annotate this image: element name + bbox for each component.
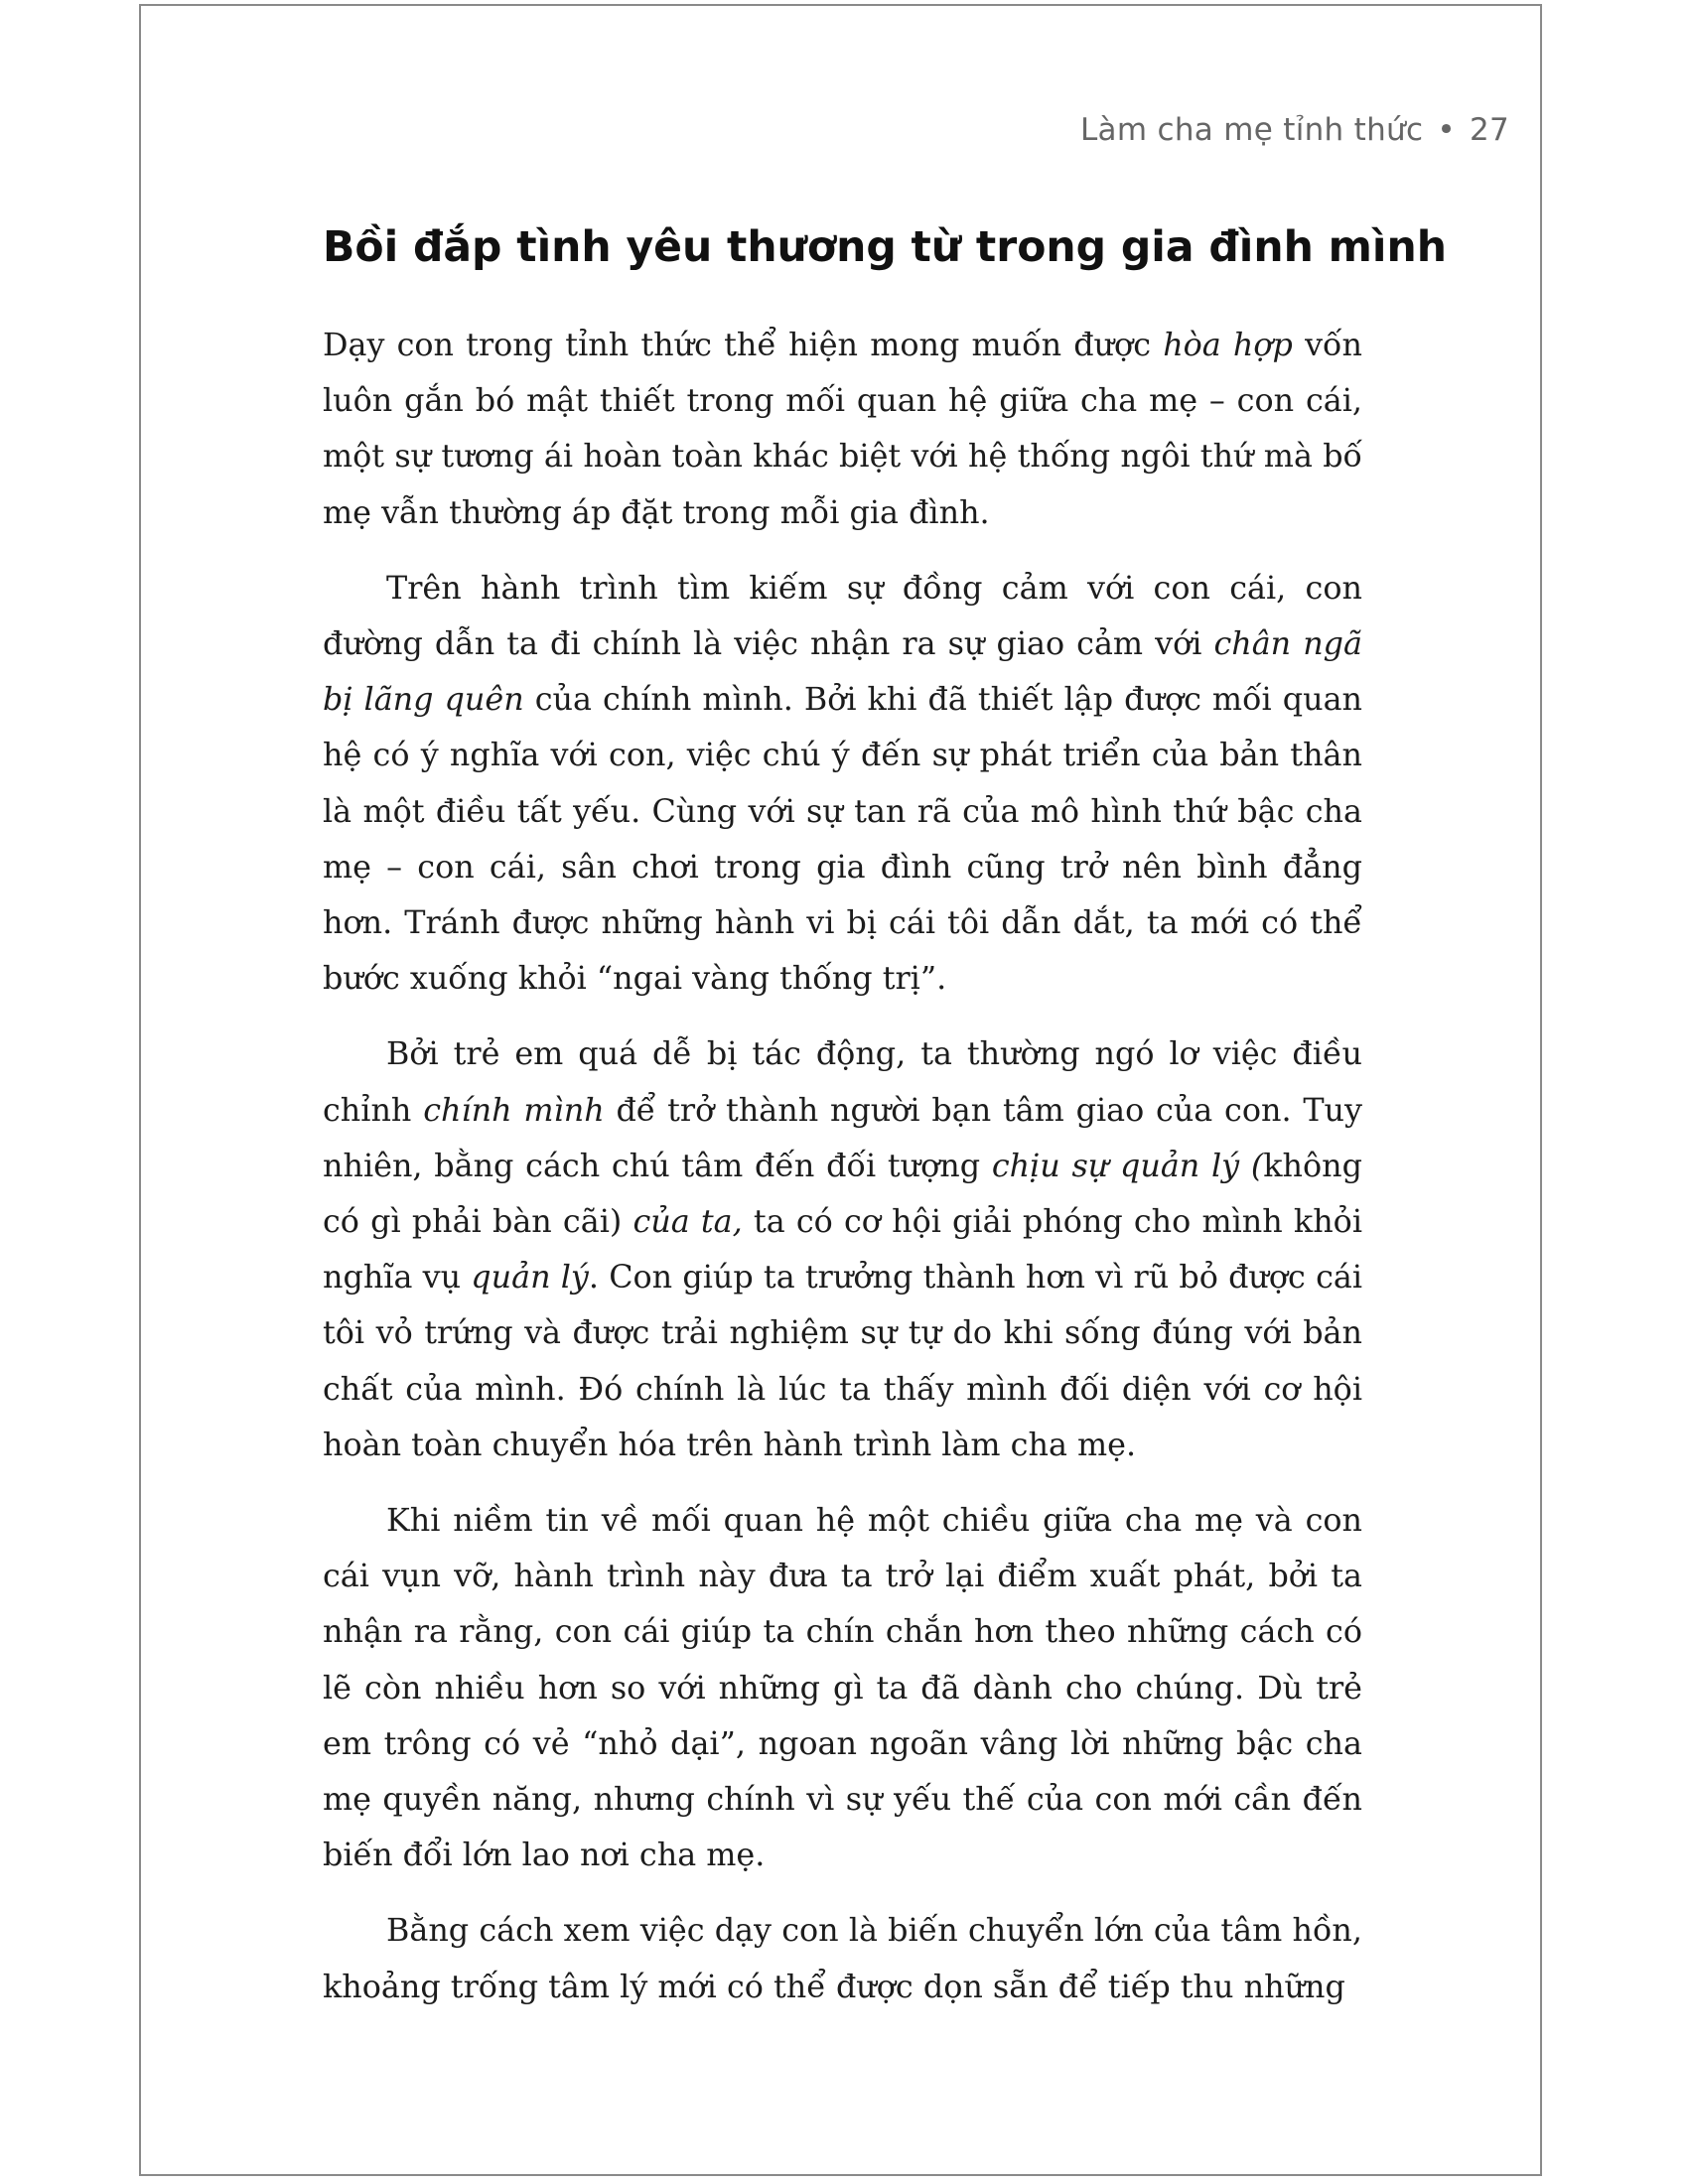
paragraph-4-text: Khi niềm tin về mối quan hệ một chiều giữa cha mẹ và con cái vụn vỡ, hành trình này đưa ta trở lại điểm xuất phát, bởi ta nhận ra rằng, con cái giúp ta chín chắn hơn theo những cách có lẽ còn nhiều hơn so với những gì ta đã dành cho chúng. Dù trẻ em trông có vẻ “nhỏ dại”, ngoan ngoãn vâng lời những bậc cha mẹ quyền năng, nhưng chính vì sự yếu thế của con mới cần đến biến đổi lớn lao nơi cha mẹ.	[323, 1502, 1362, 1874]
paragraph-3-text-3: không có gì phải bàn cãi)	[323, 1147, 1362, 1241]
paragraph-5-text: Bằng cách xem việc dạy con là biến chuyển lớn của tâm hồn, khoảng trống tâm lý mới có thể được dọn sẵn để tiếp thu những	[323, 1912, 1362, 2005]
paragraph-3-emphasis-2: chịu sự quản lý (	[991, 1147, 1264, 1184]
paragraph-2	[323, 561, 1362, 1008]
section-title: Bồi đắp tình yêu thương từ trong gia đình mình	[323, 223, 1447, 272]
running-header-book-title: Làm cha mẹ tỉnh thức	[1079, 112, 1424, 148]
paragraph-2-text-cont: của chính mình. Bởi khi đã thiết lập được mối quan hệ có ý nghĩa với con, việc chú ý đến sự phát triển của bản thân là một điều tất yếu. Cùng với sự tan rã của mô hình thứ bậc cha mẹ – con cái, sân chơi trong gia đình cũng trở nên bình đẳng hơn. Tránh được những hành vi bị cái tôi dẫn dắt, ta mới có thể bước xuống khỏi “ngai vàng thống trị”.	[323, 681, 1363, 998]
paragraph-3-emphasis-3: của ta,	[633, 1203, 743, 1241]
paragraph-3-text-4: ta có cơ hội giải phóng cho mình khỏi nghĩa vụ	[323, 1203, 1362, 1297]
paragraph-3-text-2: để trở thành người bạn tâm giao của con. Tuy nhiên, bằng cách chú tâm đến đối tượng	[323, 1091, 1362, 1184]
paragraph-2-text: Trên hành trình tìm kiếm sự đồng cảm với con cái, con đường dẫn ta đi chính là việc nhận ra sự giao cảm với	[323, 569, 1362, 663]
paragraph-1	[323, 318, 1362, 541]
paragraph-5	[323, 1903, 1362, 2014]
paragraph-1-text-cont: vốn luôn gắn bó mật thiết trong mối quan hệ giữa cha mẹ – con cái, một sự tương ái hoàn toàn khác biệt với hệ thống ngôi thứ mà bố mẹ vẫn thường áp đặt trong mỗi gia đình.	[323, 327, 1362, 531]
running-header-separator: •	[1437, 112, 1456, 148]
paragraph-3-emphasis-1: chính mình	[423, 1091, 605, 1129]
paragraph-3-text: Bởi trẻ em quá dễ bị tác động, ta thường ngó lơ việc điều chỉnh	[323, 1035, 1362, 1129]
paragraph-3-emphasis-4: quản lý	[471, 1259, 589, 1297]
page-body	[323, 218, 1447, 2035]
paragraph-1-emphasis: hòa hợp	[1163, 327, 1293, 363]
running-header	[1080, 112, 1509, 148]
paragraph-1-text: Dạy con trong tỉnh thức thể hiện mong muốn được	[323, 327, 1164, 363]
paragraph-2-emphasis: chân ngã bị lãng quên	[323, 625, 1362, 719]
paragraph-4	[323, 1493, 1362, 1883]
paragraph-3-text-5: . Con giúp ta trưởng thành hơn vì rũ bỏ được cái tôi vỏ trứng và được trải nghiệm sự tự do khi sống đúng với bản chất của mình. Đó chính là lúc ta thấy mình đối diện với cơ hội hoàn toàn chuyển hóa trên hành trình làm cha mẹ.	[323, 1259, 1362, 1463]
page-number: 27	[1469, 112, 1509, 148]
paragraph-3	[323, 1026, 1362, 1473]
